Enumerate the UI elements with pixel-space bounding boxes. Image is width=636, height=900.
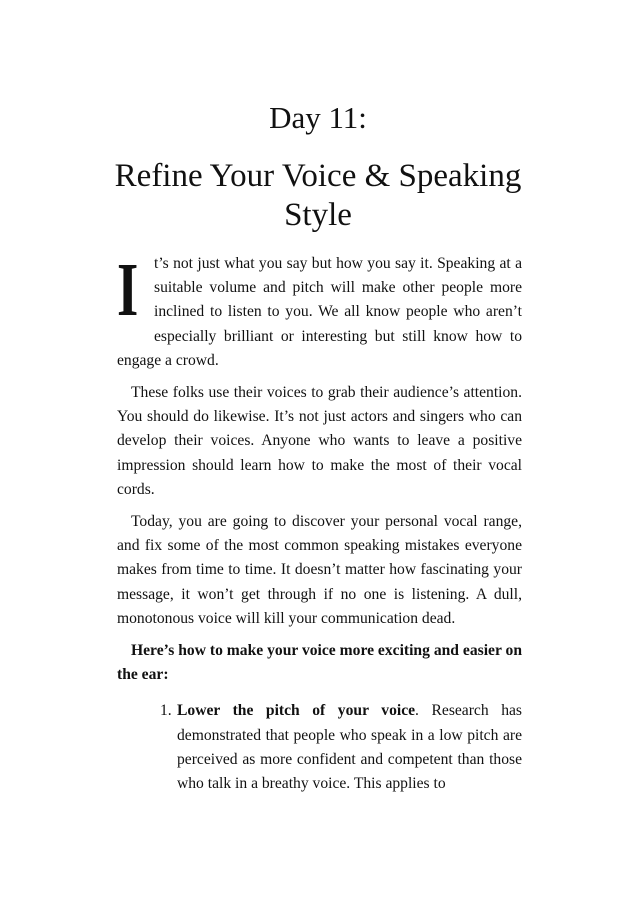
list-item-number: 1. [160, 702, 172, 720]
list-item-heading: Lower the pitch of your voice [177, 702, 416, 720]
list-item-text [177, 702, 522, 792]
tips-list [117, 699, 522, 796]
day-label: Day 11: [269, 100, 367, 135]
chapter-body [117, 248, 522, 796]
list-lead-in: Here’s how to make your voice more exciting and easier on the ear: [117, 642, 522, 684]
chapter-title: Refine Your Voice & Speaking Style [114, 158, 522, 233]
paragraph-1 [117, 248, 522, 373]
paragraph-3: Today, you are going to discover your personal vocal range, and fix some of the most common speaking mistakes everyone makes from time to time. It doesn’t matter how fascinating your message, it won’t get through if no one is listening. A dull, monotonous voice will kill your communication dead. [117, 513, 522, 627]
drop-cap: I [117, 248, 139, 332]
paragraph-1-text: t’s not just what you say but how you say it. Speaking at a suitable volume and pitch will make other people more inclined to listen to you. We all know people who aren’t especially brilliant or interesting but still know how to engage a crowd. [117, 255, 522, 369]
list-item [117, 699, 522, 796]
list-item-body: . Research has demonstrated that people who speak in a low pitch are perceived as more confident and competent than those who talk in a breathy voice. This applies to [177, 702, 522, 793]
paragraph-2: These folks use their voices to grab their audience’s attention. You should do likewise. It’s not just actors and singers who can develop their voices. Anyone who wants to leave a positive impression should learn how to make the most of their vocal cords. [117, 384, 522, 498]
